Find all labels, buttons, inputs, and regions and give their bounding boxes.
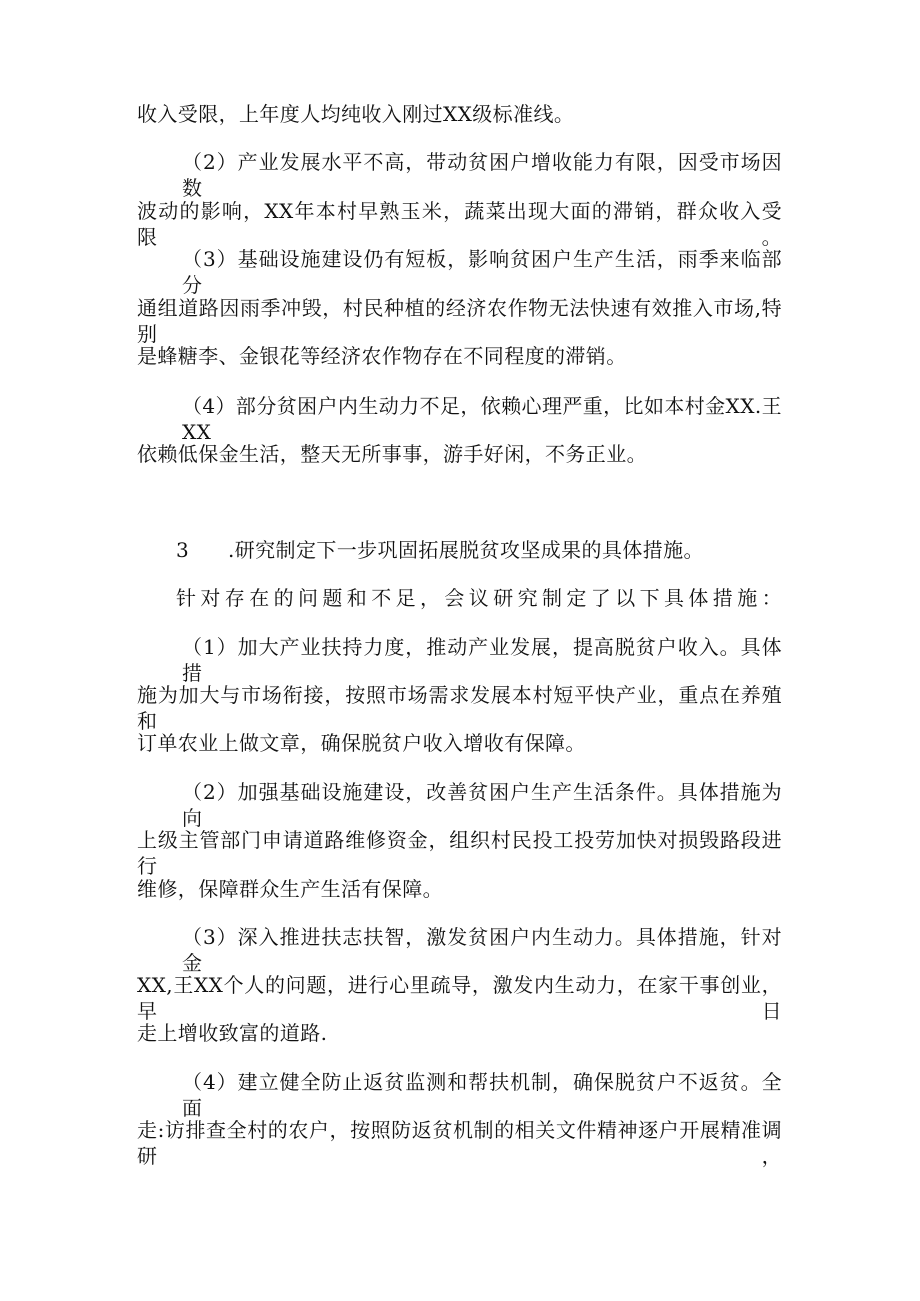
text-line: 上级主管部门申请道路维修资金，组织村民投工投劳加快对损毁路段进行 — [137, 828, 782, 878]
text-line: 针对存在的问题和不足，会议研究制定了以下具体措施： — [176, 586, 782, 610]
text-line: （1）加大产业扶持力度，推动产业发展，提高脱贫户收入。具体措 — [182, 635, 782, 685]
text-line: XX,王XX个人的问题，进行心里疏导，激发内生动力，在家干事创业，早日 — [137, 973, 782, 1023]
text-line: 通组道路因雨季冲毁，村民种植的经济农作物无法快速有效推入市场,特别 — [137, 296, 782, 346]
text-line: 维修，保障群众生产生活有保障。 — [137, 877, 443, 901]
text-line: 收入受限，上年度人均纯收入刚过XX级标准线。 — [137, 102, 575, 126]
text-line: （3）基础设施建设仍有短板，影响贫困户生产生活，雨季来临部分 — [182, 247, 782, 297]
text-line: （4）建立健全防止返贫监测和帮扶机制，确保脱贫户不返贫。全面 — [182, 1070, 782, 1120]
text-line: （4）部分贫困户内生动力不足，依赖心理严重，比如本村金XX.王XX — [182, 394, 782, 444]
text-line: 订单农业上做文章，确保脱贫户收入增收有保障。 — [137, 731, 586, 755]
text-line: 波动的影响，XX年本村早熟玉米，蔬菜出现大面的滞销，群众收入受限。 — [137, 199, 782, 249]
text-line: （2）加强基础设施建设，改善贫困户生产生活条件。具体措施为向 — [182, 780, 782, 830]
text-line: 是蜂糖李、金银花等经济农作物存在不同程度的滞销。 — [137, 344, 627, 368]
text-line: （2）产业发展水平不高，带动贫困户增收能力有限，因受市场因数 — [182, 150, 782, 200]
section-number: 3 — [176, 538, 190, 562]
text-line: 施为加大与市场衔接，按照市场需求发展本村短平快产业，重点在养殖和 — [137, 683, 782, 733]
section-title: .研究制定下一步巩固拓展脱贫攻坚成果的具体措施。 — [228, 538, 704, 562]
text-line: 走:访排查全村的农户，按照防返贫机制的相关文件精神逐户开展精准调研， — [137, 1118, 782, 1168]
section-heading-line — [176, 537, 704, 563]
text-line: （3）深入推进扶志扶智，激发贫困户内生动力。具体措施，针对金 — [182, 925, 782, 975]
text-line: 走上增收致富的道路. — [137, 1021, 328, 1045]
text-line: 依赖低保金生活，整天无所事事，游手好闲，不务正业。 — [137, 442, 647, 466]
